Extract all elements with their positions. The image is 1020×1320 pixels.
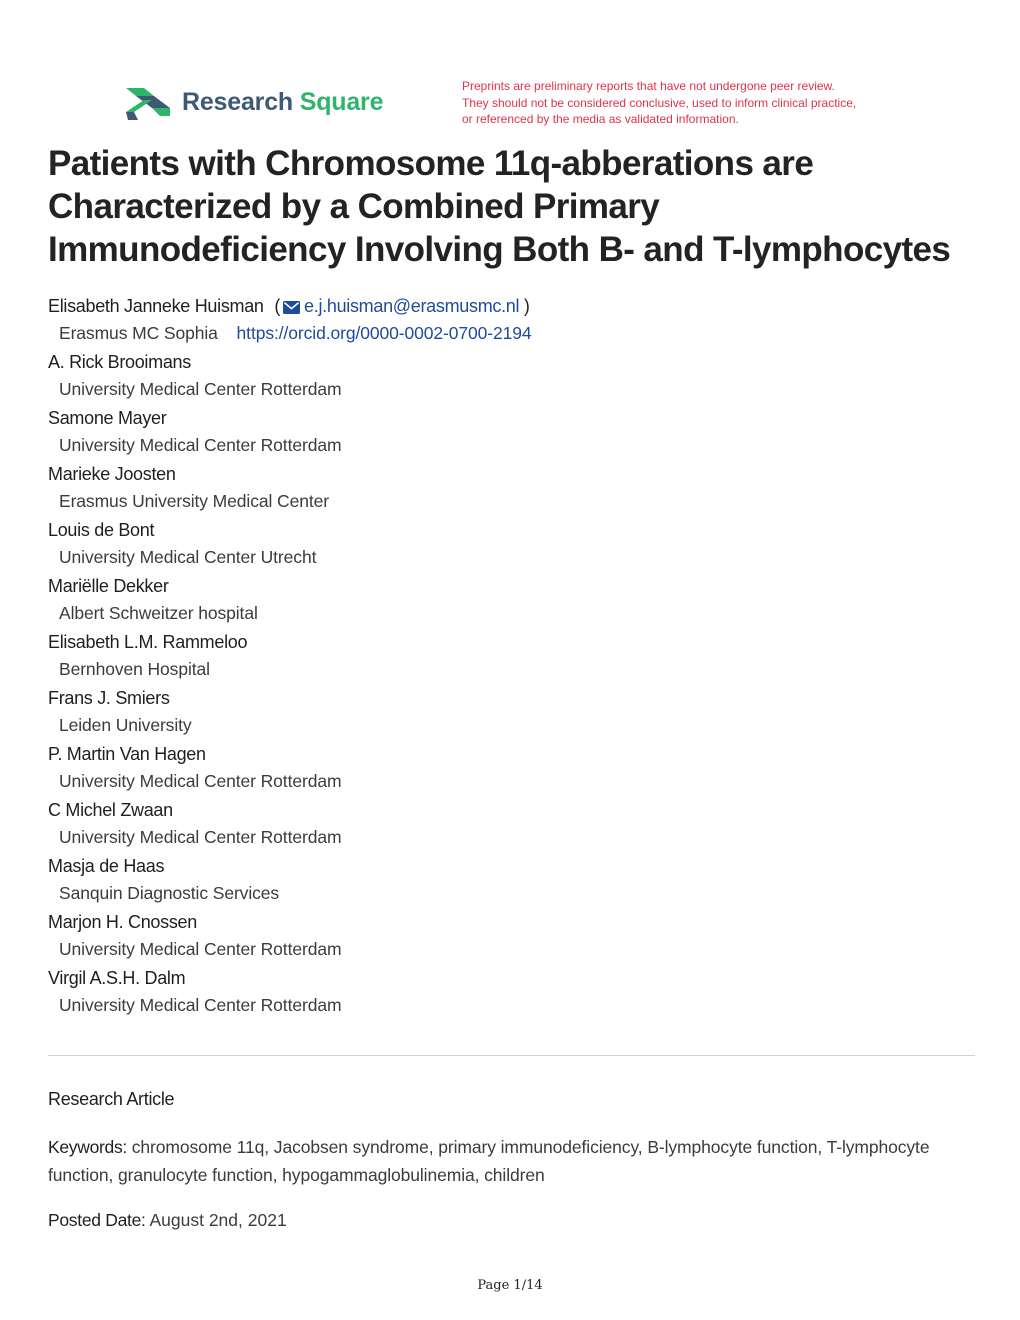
posted-date-label: Posted Date: (48, 1210, 146, 1230)
author-entry (48, 911, 988, 960)
author-entry (48, 575, 988, 624)
author-name: Elisabeth L.M. Rammeloo (48, 632, 248, 652)
email-close-paren: ) (523, 296, 530, 316)
logo-wordmark (182, 88, 383, 117)
author-entry (48, 351, 988, 400)
author-name: Marieke Joosten (48, 464, 176, 484)
envelope-icon (283, 301, 300, 314)
logo-word-research: Research (182, 87, 293, 116)
disclaimer-line: or referenced by the media as validated information. (462, 112, 739, 126)
author-entry (48, 967, 988, 1016)
author-name: Virgil A.S.H. Dalm (48, 968, 186, 988)
author-name: Frans J. Smiers (48, 688, 170, 708)
author-affiliation: Sanquin Diagnostic Services (59, 883, 280, 903)
title-line: Immunodeficiency Involving Both B- and T-lymphocytes (48, 230, 951, 269)
author-list (48, 295, 988, 1023)
page-number: Page 1/14 (477, 1278, 543, 1293)
author-affiliation: University Medical Center Rotterdam (59, 995, 342, 1015)
author-entry (48, 743, 988, 792)
author-affiliation: University Medical Center Rotterdam (59, 379, 342, 399)
author-name (48, 295, 988, 317)
article-type: Research Article (48, 1089, 175, 1109)
email-link[interactable]: e.j.huisman@erasmusmc.nl (304, 296, 520, 316)
header (124, 78, 924, 128)
title-line: Patients with Chromosome 11q-abberations are (48, 144, 814, 183)
author-name: Mariëlle Dekker (48, 576, 169, 596)
corresponding-author-name: Elisabeth Janneke Huisman (48, 296, 264, 316)
corresponding-author (48, 295, 988, 344)
author-entry (48, 799, 988, 848)
title-line: Characterized by a Combined Primary (48, 187, 660, 226)
author-affiliation: Bernhoven Hospital (59, 659, 210, 679)
author-affiliation: University Medical Center Rotterdam (59, 435, 342, 455)
author-affiliation: Erasmus University Medical Center (59, 491, 329, 511)
research-square-logo[interactable] (124, 82, 383, 122)
author-name: C Michel Zwaan (48, 800, 173, 820)
posted-date-value: August 2nd, 2021 (149, 1210, 287, 1230)
author-affiliation: University Medical Center Rotterdam (59, 827, 342, 847)
section-divider (48, 1055, 975, 1056)
author-entry (48, 687, 988, 736)
disclaimer-line: They should not be considered conclusive, used to inform clinical practice, (462, 95, 857, 110)
author-entry (48, 407, 988, 456)
posted-date (48, 1209, 287, 1231)
keywords-text: chromosome 11q, Jacobsen syndrome, primary immunodeficiency, B-lymphocyte function, T-lymphocyte function, granulocyte function, hypogammaglobulinemia, children (48, 1137, 930, 1185)
author-name: Masja de Haas (48, 856, 165, 876)
author-entry (48, 631, 988, 680)
preprint-disclaimer (462, 78, 932, 128)
author-name: Louis de Bont (48, 520, 155, 540)
logo-word-square: Square (299, 87, 384, 116)
author-affiliation: University Medical Center Utrecht (59, 547, 317, 567)
author-affiliation: University Medical Center Rotterdam (59, 771, 342, 791)
author-entry (48, 855, 988, 904)
keywords (48, 1133, 948, 1189)
author-affiliation: Leiden University (59, 715, 192, 735)
keywords-label: Keywords: (48, 1137, 127, 1157)
author-affiliation (48, 322, 988, 344)
affiliation-text: Erasmus MC Sophia (59, 323, 218, 343)
author-entry (48, 463, 988, 512)
orcid-link[interactable]: https://orcid.org/0000-0002-0700-2194 (236, 323, 532, 343)
author-name: A. Rick Brooimans (48, 352, 191, 372)
email-open-paren: ( (274, 296, 281, 316)
article-title (48, 142, 988, 271)
disclaimer-line: Preprints are preliminary reports that have not undergone peer review. (462, 79, 835, 93)
author-affiliation: University Medical Center Rotterdam (59, 939, 342, 959)
author-name: P. Martin Van Hagen (48, 744, 206, 764)
author-affiliation: Albert Schweitzer hospital (59, 603, 258, 623)
author-name: Samone Mayer (48, 408, 167, 428)
author-email (274, 296, 529, 316)
author-entry (48, 519, 988, 568)
author-name: Marjon H. Cnossen (48, 912, 197, 932)
research-square-logo-icon (124, 82, 172, 122)
